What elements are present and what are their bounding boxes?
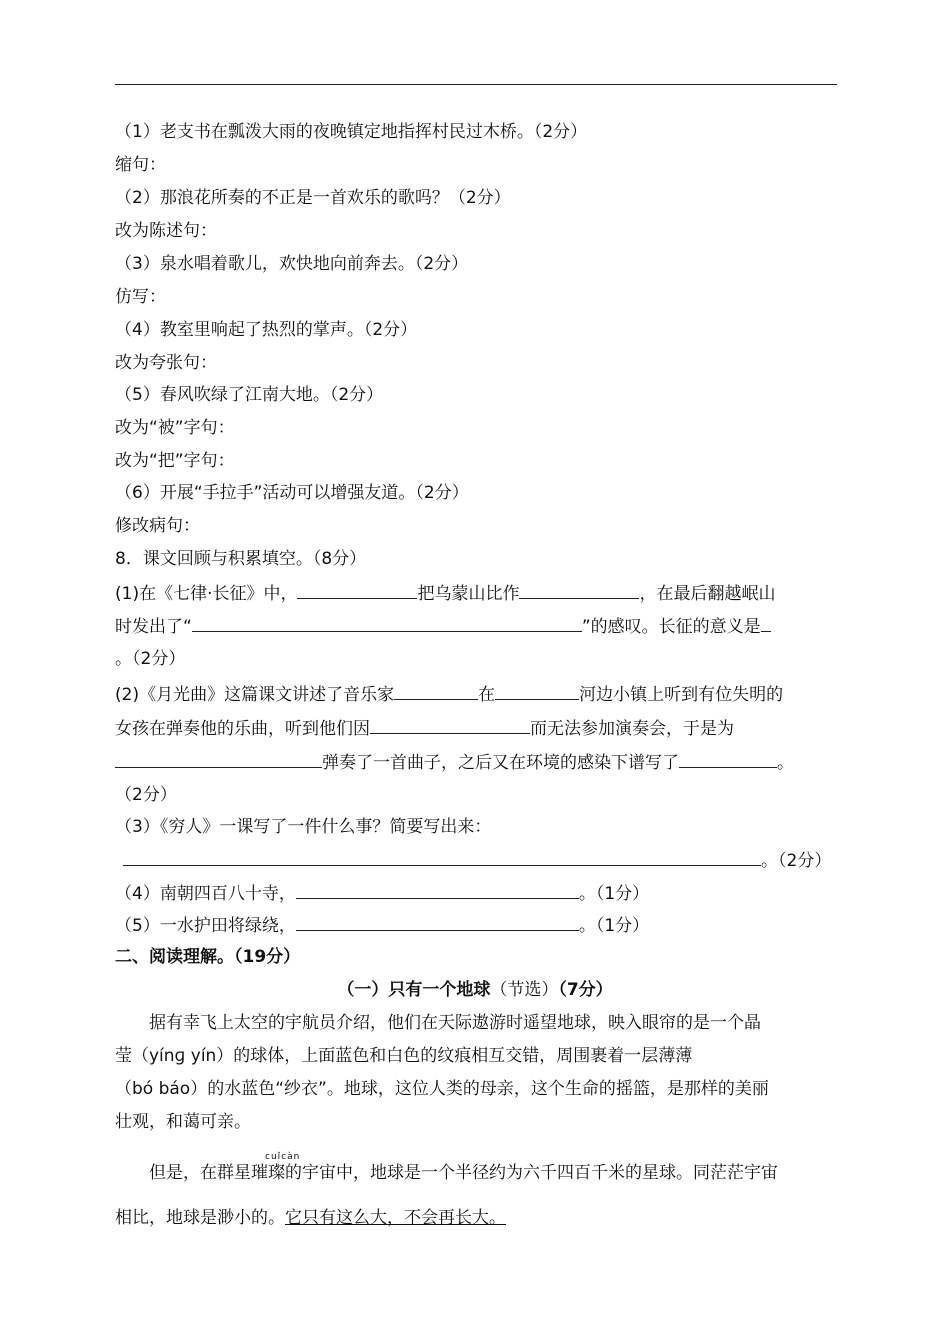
passage-title — [0, 978, 950, 1002]
q8-p2-line1 — [115, 681, 783, 707]
passage-para1-line1: 据有幸飞上太空的宇航员介绍，他们在天际遨游时遥望地球，映入眼帘的是一个晶 — [115, 1013, 761, 1033]
q8-title: 8．课文回顾与积累填空。（8分） — [115, 549, 367, 569]
q8-p2-text-a: (2)《月光曲》这篇课文讲述了音乐家 — [115, 685, 395, 705]
q8-p2-text-e: 而无法参加演奏会，于是为 — [530, 719, 734, 739]
q7-item-6-prompt: 修改病句： — [115, 516, 200, 536]
q8-p2-score: （2分） — [115, 785, 177, 805]
header-rule — [115, 84, 837, 85]
passage-para2-text: 相比，地球是渺小的。 — [115, 1208, 285, 1228]
blank-poem-line-1[interactable] — [296, 880, 579, 899]
blank-composition[interactable] — [679, 749, 777, 768]
q8-p5-score: 。（1分） — [578, 916, 650, 936]
q8-p1-text-e: ”的感叹。长征的意义是 — [581, 617, 761, 637]
q7-item-1-prompt: 缩句： — [115, 155, 166, 175]
blank-story-summary[interactable] — [123, 847, 761, 866]
q8-p2-text-g: 。 — [777, 753, 794, 773]
underlined-sentence: 它只有这么大，不会再长大。 — [285, 1208, 506, 1228]
q8-p3: （3）《穷人》一课写了一件什么事？简要写出来： — [115, 817, 492, 837]
q8-p4 — [115, 880, 649, 906]
blank-compared-to[interactable] — [519, 580, 639, 599]
q8-p1-line2 — [115, 613, 771, 639]
q7-item-3-prompt: 仿写： — [115, 287, 166, 307]
q8-p1-text-a: (1)在《七律·长征》中， — [115, 584, 298, 604]
q7-item-1: （1）老支书在瓢泼大雨的夜晚镇定地指挥村民过木桥。（2分） — [115, 122, 588, 142]
q8-p1-text-d: 时发出了“ — [115, 617, 192, 637]
q7-item-5-prompt-bei: 改为“被”字句： — [115, 418, 235, 438]
passage-para1-line2: 莹（yínɡ yín）的球体，上面蓝色和白色的纹痕相互交错，周围裹着一层薄薄 — [115, 1046, 693, 1066]
q8-p2-text-d: 女孩在弹奏他的乐曲，听到他们因 — [115, 719, 370, 739]
q8-p3-answer-line — [115, 847, 831, 873]
q8-p2-text-f: 弹奏了一首曲子，之后又在环境的感染下谱写了 — [322, 753, 679, 773]
q8-p2-text-c: 河边小镇上听到有位失明的 — [579, 685, 784, 705]
q7-item-4-prompt: 改为夸张句： — [115, 353, 217, 373]
q8-p4-text: （4）南朝四百八十寺， — [115, 884, 296, 904]
blank-poem-line-2[interactable] — [296, 912, 579, 931]
passage-para2-line1: 但是，在群星璀璨的宇宙中，地球是一个半径约为六千四百千米的星球。同茫茫宇宙 — [115, 1163, 778, 1183]
passage-title-note: （节选） — [490, 980, 559, 1000]
q8-p2-line2 — [115, 715, 734, 741]
q7-item-5: （5）春风吹绿了江南大地。（2分） — [115, 385, 384, 405]
q7-item-3: （3）泉水唱着歌儿，欢快地向前奔去。（2分） — [115, 254, 469, 274]
q7-item-6: （6）开展“手拉手”活动可以增强友道。（2分） — [115, 483, 469, 503]
q7-item-4: （4）教室里响起了热烈的掌声。（2分） — [115, 320, 418, 340]
section-2-title: 二、阅读理解。（19分） — [115, 947, 301, 967]
passage-para2-line2 — [115, 1206, 506, 1230]
q8-p3-score: 。（2分） — [761, 851, 832, 871]
q7-item-2-prompt: 改为陈述句： — [115, 221, 217, 241]
blank-exclamation[interactable] — [192, 613, 582, 632]
q8-p4-score: 。（1分） — [578, 884, 650, 904]
blank-reason[interactable] — [370, 715, 530, 734]
passage-title-main: （一）只有一个地球 — [337, 980, 491, 1000]
q8-p5-text: （5）一水护田将绿绕， — [115, 916, 296, 936]
blank-listener[interactable] — [115, 749, 322, 768]
q7-item-5-prompt-ba: 改为“把”字句： — [115, 451, 235, 471]
pinyin-annotation: cuǐcàn — [265, 1152, 301, 1162]
blank-author[interactable] — [297, 580, 417, 599]
q8-p1-line1 — [115, 580, 775, 606]
blank-river[interactable] — [495, 681, 579, 700]
passage-para1-line3: （bó báo）的水蓝色“纱衣”。地球，这位人类的母亲，这个生命的摇篮，是那样的美丽 — [115, 1079, 769, 1099]
q8-p1-text-c: ，在最后翻越岷山 — [639, 584, 776, 604]
blank-significance[interactable] — [761, 613, 771, 632]
q8-p1-text-b: 把乌蒙山比作 — [417, 584, 520, 604]
q8-p2-text-b: 在 — [478, 685, 496, 705]
q8-p5 — [115, 912, 649, 938]
q8-p1-line3: 。（2分） — [115, 649, 186, 669]
q8-p2-line3 — [115, 749, 794, 775]
q7-item-2: （2）那浪花所奏的不正是一首欢乐的歌吗？（2分） — [115, 188, 511, 208]
blank-musician[interactable] — [394, 681, 478, 700]
passage-title-score: （7分） — [558, 980, 613, 1000]
passage-para1-line4: 壮观，和蔼可亲。 — [115, 1112, 251, 1132]
